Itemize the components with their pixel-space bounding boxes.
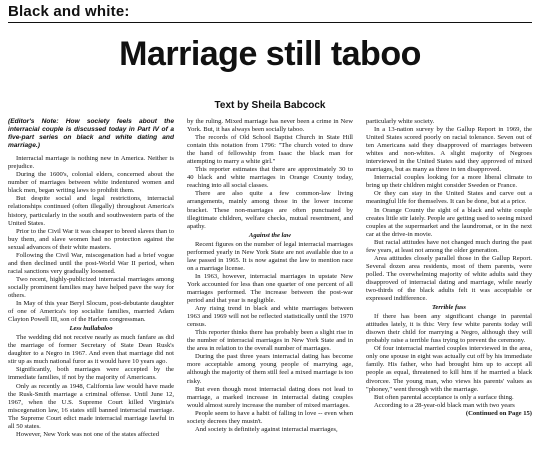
- paragraph: If there has been any significant change in parental attitudes lately, it is this: Very few white parents today will disown their child for marrying a Negro, although they will probably raise a terrible fuss trying to prevent the ceremony.: [366, 313, 532, 345]
- paragraph: In a 13-nation survey by the Gallup Report in 1969, the United States scored poorly on racial tolerance. Seven out of ten Americans said they disapproved of marriages between whites and non-whites. A slight majority of Negroes interviewed in the United States said they approved of mixed marriages, but as many as three in ten disapproved.: [366, 126, 532, 174]
- paragraph: Two recent, highly-publicized interracial marriages among socially prominent families may have helped pave the way for others.: [8, 275, 174, 299]
- paragraph: Only as recently as 1948, California law would have made the Rusk-Smith marriage a criminal offense. Until June 12, 1967, when the U.S. Supreme Court killed Virginia's miscegenation law, 16 states still banned interracial marriage. The Supreme Court edict made interracial marriage lawful in all 50 states.: [8, 382, 174, 430]
- paragraph: And society is definitely against interracial marriages,: [195, 425, 338, 433]
- paragraph: This reporter estimates that there are approximately 30 to 40 black and white marriages in Orange County today, reaching into all social classes.: [187, 166, 353, 190]
- subhead-less-hullabaloo: Less hullabaloo: [69, 325, 113, 333]
- paragraph: There are also quite a few common-law living arrangements, mainly among those in the lower income bracket. These non-marriages are often punctuated by illegitimate children, welfare checks, mutual resentment, and apathy.: [187, 190, 353, 230]
- paragraph: However, New York was not one of the states affected: [16, 430, 159, 438]
- paragraph: Interracial couples looking for a more liberal climate to bring up their children might consider Sweden or France.: [366, 174, 532, 190]
- paragraph: by the ruling. Mixed marriage has never been a crime in New York. But, it has always been socially taboo.: [187, 118, 353, 134]
- paragraph: particularly white society.: [366, 118, 435, 125]
- paragraph: Of four interracial married couples interviewed in the area, only one spouse in eight was actually cut off by his immediate family. His father, who had brought him up to accept all people as equal, threatened to kill him if he married a black divorcee. The young man, who views his parents' values as "phoney," went through with the marriage.: [366, 345, 532, 393]
- paragraph: Or they can stay in the United States and carve out a meaningful life for themselves. It can be done, but at a price.: [366, 190, 532, 206]
- byline: Text by Sheila Babcock: [214, 100, 326, 111]
- article-headline: Marriage still taboo: [119, 35, 421, 73]
- paragraph: Any rising trend in black and white marriages between 1963 and 1969 will not be reflected statistically until the 1970 census.: [187, 305, 353, 329]
- continued-note: (Continued on Page 15): [465, 409, 532, 417]
- paragraph: Following the Civil War, miscegenation had a brief vogue and then declined until the post-World War II period, when racial sanctions very gradually loosened.: [8, 251, 174, 275]
- paragraph: During the past three years interracial dating has become more acceptable among young people of marrying age, although the majority of them still feel a mixed marriage is too risky.: [187, 353, 353, 385]
- subhead-against-the-law: Against the law: [248, 231, 292, 239]
- paragraph: But often parental acceptance is only a surface thing.: [374, 393, 514, 401]
- section-kicker: Black and white:: [8, 3, 130, 20]
- paragraph: This reporter thinks there has probably been a slight rise in the number of interracial marriages in New York State and in the area in relation to the overall number of marriages.: [187, 329, 353, 353]
- paragraph: In Orange County the sight of a black and white couple creates little stir lately. People are getting used to seeing mixed couples at the supermarket and the laundromat, or in the next car at the drive-in movie.: [366, 206, 532, 238]
- paragraph: Area attitudes closely parallel those in the Gallup Report. Several dozen area residents, most of them parents, were polled. The overwhelming majority of white adults said they disapproved of interracial dating and marriage, while nearly two-thirds of the black adults felt it was acceptable or expressed indifference.: [366, 254, 532, 303]
- column-1: [8, 118, 174, 456]
- column-2: [187, 118, 353, 456]
- paragraph: In May of this year Beryl Slocum, post-debutante daughter of one of America's top socialite families, married Adam Clayton Powell III, son of the Harlem congressman.: [8, 300, 174, 324]
- paragraph: During the 1600's, colonial elders, concerned about the number of marriages between white indentured women and black men, began writing laws to prohibit them.: [8, 171, 174, 195]
- paragraph: The wedding did not receive nearly as much fanfare as did the marriage of former Secretary of State Dean Rusk's daughter to a Negro in 1967. And even that marriage did not stir up as much national furor as it would have 10 years ago.: [8, 334, 174, 366]
- editor-note: (Editor's Note: How society feels about the interracial couple is discussed today in Part IV of a five-part series on black and white dating and marriage.): [8, 118, 174, 150]
- paragraph: The records of Old School Baptist Church in State Hill contain this notation from 1796: "The church voted to draw the hand of fellowship from Isaac the black man for attempting to marry a white girl.": [187, 134, 353, 166]
- column-3: [366, 118, 532, 456]
- paragraph: But even though most interracial dating does not lead to marriage, a marked increase in interracial dating couples would almost surely increase the number of mixed marriages.: [187, 385, 353, 409]
- paragraph: According to a 28-year-old black man with two years: [374, 401, 515, 409]
- paragraph: People seem to have a habit of falling in love -- even when society decrees they mustn't.: [187, 409, 353, 425]
- paragraph: Recent figures on the number of legal interracial marriages performed yearly in New York State are not available due to a law passed in 1965. It is now against the law to mention race on a marriage license.: [187, 240, 353, 272]
- paragraph: But despite social and legal restrictions, interracial relationships continued (often illegally) throughout America's history, particularly in the south and southwestern parts of the United States.: [8, 195, 174, 227]
- subhead-terrible-fuss: Terrible fuss: [431, 304, 466, 312]
- paragraph: In 1963, however, interracial marriages in upstate New York accounted for less than one quarter of one percent of all marriages performed. The increase between the post-war period and that year is negligible.: [187, 272, 353, 305]
- kicker-rule: [8, 22, 532, 23]
- paragraph: But racial attitudes have not changed much during the past few years, at least not among the older generation.: [366, 238, 532, 254]
- paragraph: Prior to the Civil War it was cheaper to breed slaves than to buy them, and slave women had no protection against the sexual advances of their white masters.: [8, 227, 174, 251]
- paragraph: Interracial marriage is nothing new in America. Neither is prejudice.: [8, 155, 174, 171]
- paragraph: Significantly, both marriages were accepted by the immediate families, if not by the majority of Americans.: [8, 366, 174, 382]
